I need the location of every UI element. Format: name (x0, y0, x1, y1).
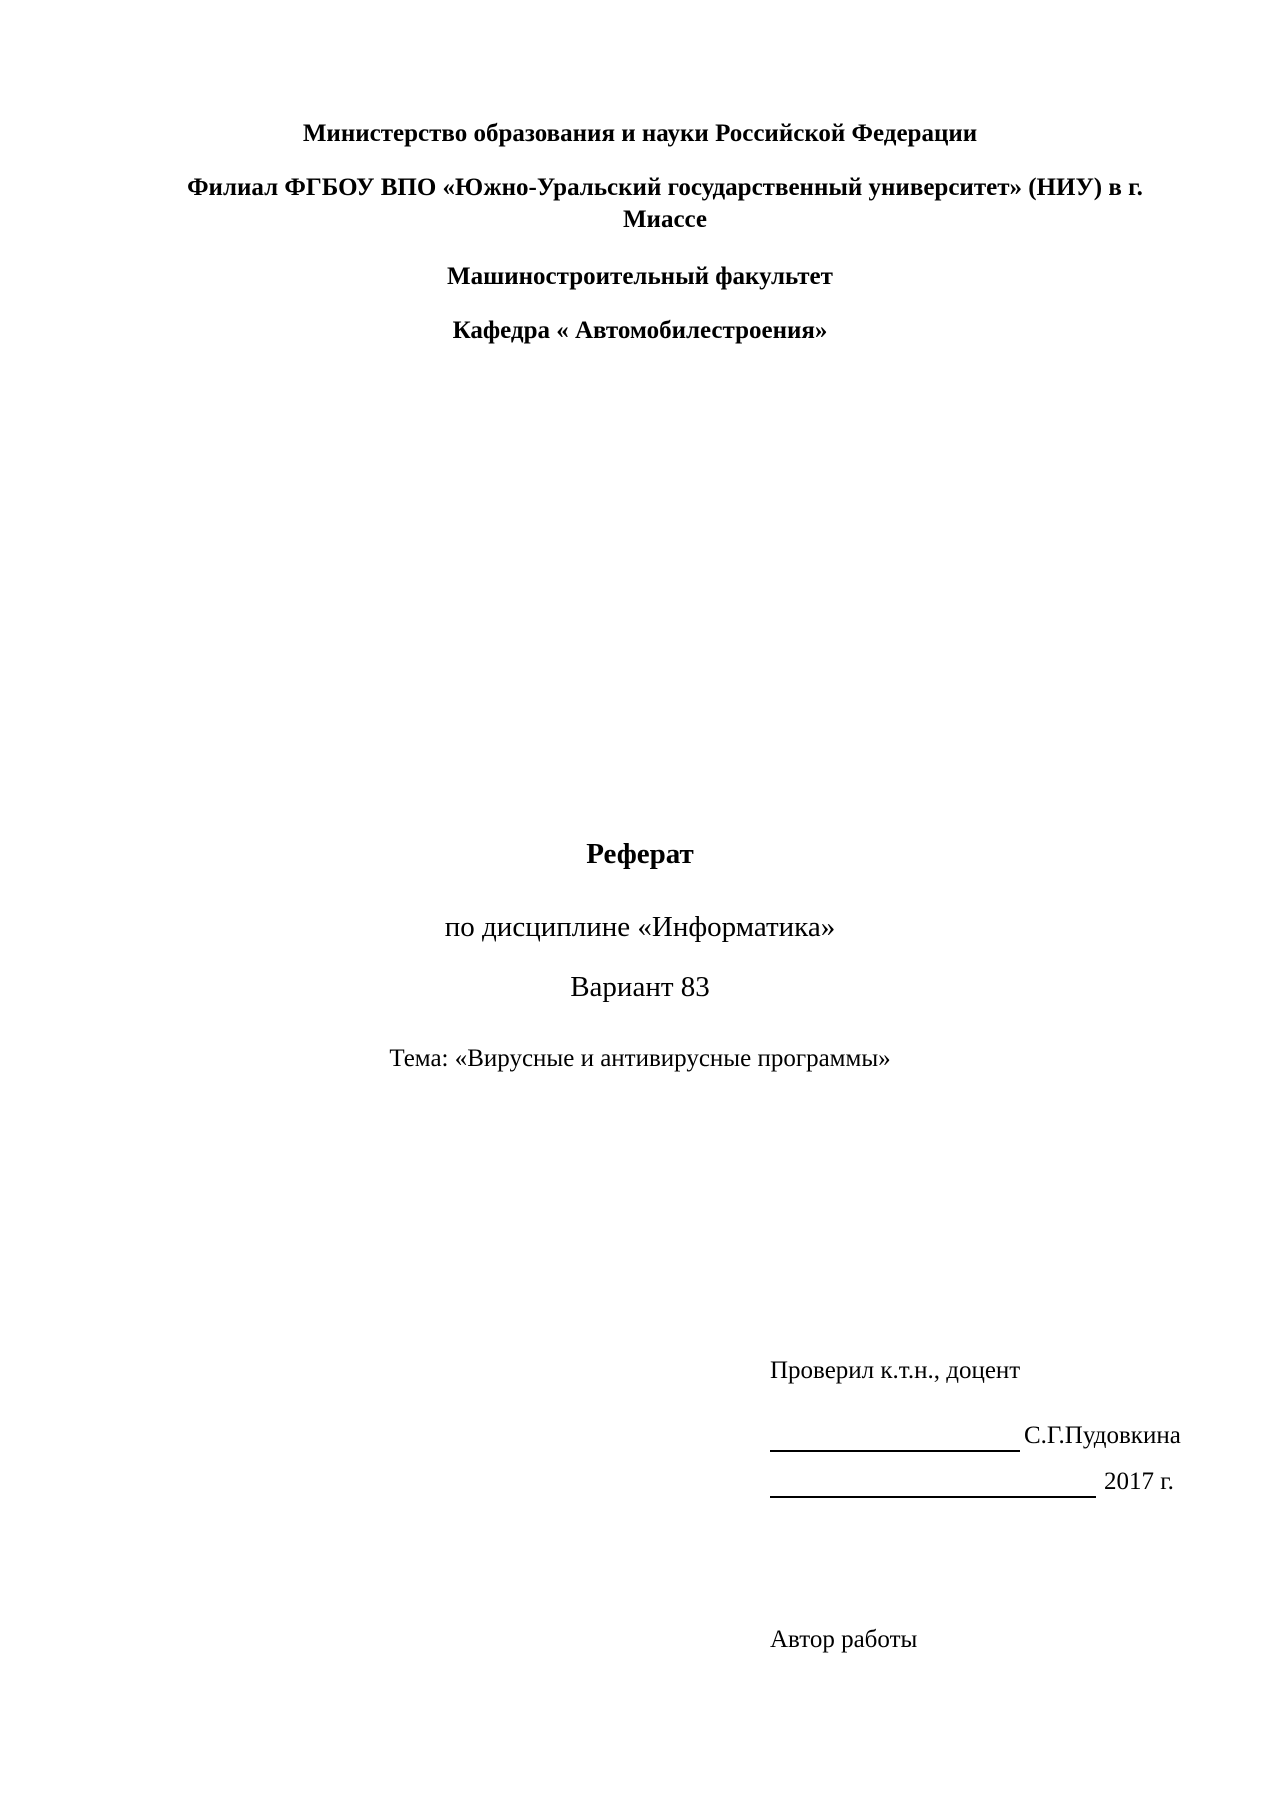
author-label: Автор работы (770, 1626, 918, 1653)
date-signature-line (770, 1466, 1174, 1498)
branch-heading: Филиал ФГБОУ ВПО «Южно-Уральский государственный университет» (НИУ) в г. Миассе (187, 174, 1143, 233)
variant-line: Вариант 83 (570, 971, 710, 1003)
signature-blank (770, 1424, 1020, 1452)
faculty-heading: Машиностроительный факультет (447, 263, 833, 290)
year-label: 2017 г. (1104, 1468, 1174, 1495)
chair-heading: Кафедра « Автомобилестроения» (452, 317, 828, 344)
discipline-line: по дисциплине «Информатика» (444, 911, 836, 943)
date-blank (770, 1470, 1096, 1498)
document-title: Реферат (586, 838, 694, 870)
topic-line: Тема: «Вирусные и антивирусные программы» (389, 1045, 891, 1072)
reviewer-signature-line (770, 1420, 1181, 1452)
checked-by-label: Проверил к.т.н., доцент (770, 1357, 1021, 1384)
ministry-heading: Министерство образования и науки Российской Федерации (302, 120, 978, 147)
reviewer-name: С.Г.Пудовкина (1024, 1422, 1181, 1449)
